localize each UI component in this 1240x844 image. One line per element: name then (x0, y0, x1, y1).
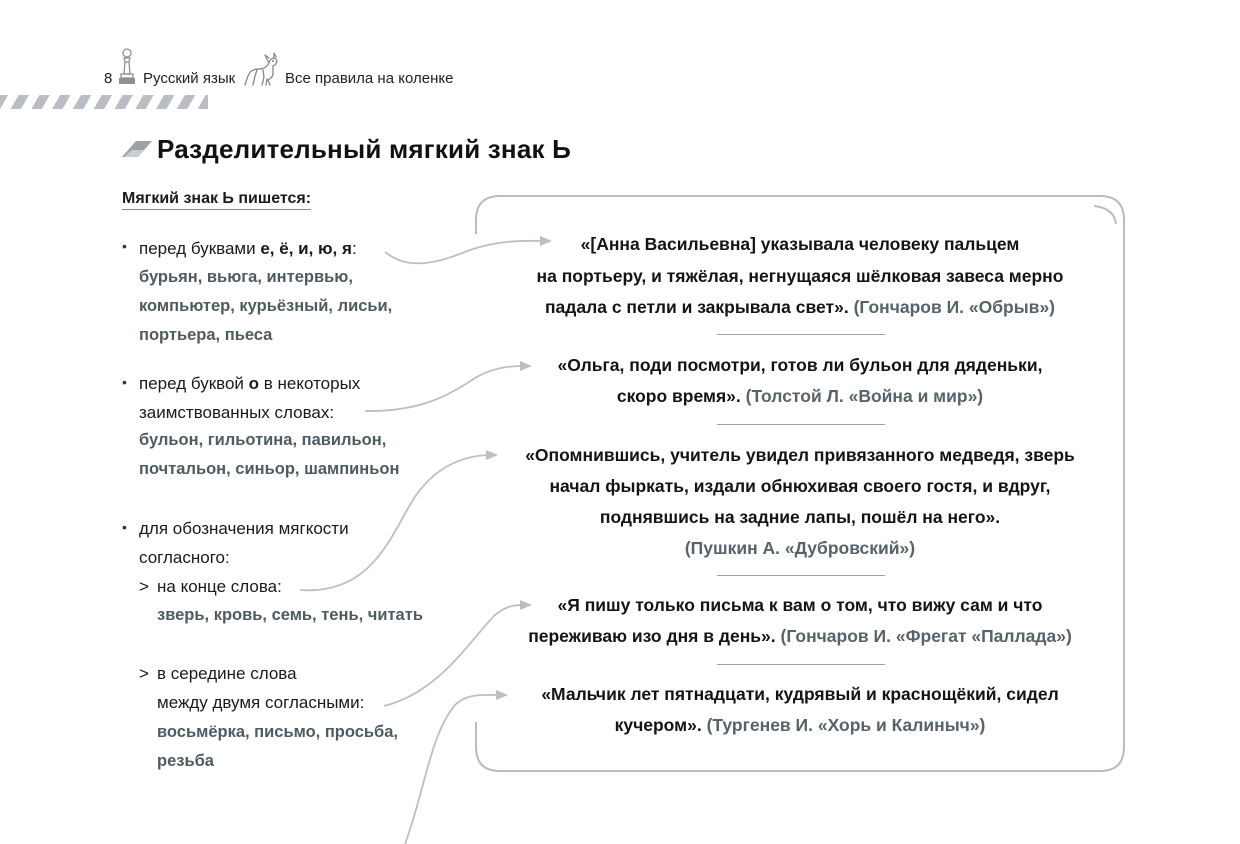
sub-rule-1-label: на конце слова: (157, 577, 282, 596)
sub-rule-2-label: в середине слова (157, 664, 297, 683)
rule-1-suffix: : (351, 239, 357, 258)
quote-1-line: на портьеру, и тяжёлая, негнущаяся шёлковая завеса мерно (536, 266, 1064, 286)
quote-3-line: «Опомнившись, учитель увидел привязанного медведя, зверь (525, 445, 1075, 465)
rule-2-example-line: бульон, гильотина, павильон, (139, 431, 387, 449)
quote-5-line-with-source (480, 710, 1120, 741)
subject-label: Русский язык (143, 70, 236, 87)
bullet-dot: • (122, 374, 127, 390)
quote-3-line: поднявшись на задние лапы, пошёл на него». (599, 507, 1001, 527)
quote-separator (717, 575, 885, 576)
rule-2-letter: о (248, 374, 260, 393)
quote-1-line-with-source (480, 292, 1120, 323)
rule-2-example-line: почтальон, синьор, шампиньон (139, 460, 400, 478)
rule-3-text: для обозначения мягкости (139, 519, 349, 538)
page-number: 8 (104, 70, 113, 87)
rules-heading: Мягкий знак Ь пишется: (122, 190, 311, 210)
sub-rule-2-label-line2: между двумя согласными: (157, 693, 365, 712)
bullet-dot: • (122, 238, 127, 254)
rule-1-example-line: портьера, пьеса (139, 326, 273, 344)
quote-4-line-with-source (480, 621, 1120, 652)
rule-1-example-line: бурьян, вьюга, интервью, (139, 268, 353, 286)
quote-2-source: (Толстой Л. «Война и мир») (745, 386, 984, 406)
rule-2-text-line2: заимствованных словах: (139, 403, 335, 422)
rule-1-letters: е, ё, и, ю, я (260, 239, 352, 258)
quote-4-line: «Я пишу только письма к вам о том, что вижу сам и что (557, 595, 1043, 615)
quote-3-source: (Пушкин А. «Дубровский») (684, 538, 916, 558)
bullet-dot: • (122, 519, 127, 535)
quote-separator (717, 334, 885, 335)
quote-2-line: «Ольга, поди посмотри, готов ли бульон для дяденьки, (557, 355, 1043, 375)
quote-5-line: «Мальчик лет пятнадцати, кудрявый и краснощёкий, сидел (541, 684, 1059, 704)
quote-1-line: «[Анна Васильевна] указывала человеку пальцем (580, 234, 1020, 254)
quote-4-source: (Гончаров И. «Фрегат «Паллада») (780, 626, 1072, 646)
quote-separator (717, 664, 885, 665)
quote-1-source: (Гончаров И. «Обрыв») (853, 297, 1056, 317)
quote-2-line-with-source (480, 381, 1120, 412)
sub-rule-2-example-line: восьмёрка, письмо, просьба, (157, 723, 399, 741)
sub-rule-1-examples: зверь, кровь, семь, тень, читать (157, 606, 423, 624)
sub-rule-marker: > (139, 664, 149, 683)
rule-1-example-line: компьютер, курьёзный, лисьи, (139, 297, 393, 315)
arrow-connector (300, 455, 488, 590)
quote-4-text: переживаю изо дня в день». (528, 626, 776, 646)
quote-3-line: начал фыркать, издали обнюхивая своего гостя, и вдруг, (549, 476, 1051, 496)
series-title: Все правила на коленке (285, 70, 454, 87)
sub-rule-2-example-line: резьба (157, 752, 214, 770)
quote-separator (717, 424, 885, 425)
rule-1-prefix: перед буквами (139, 239, 261, 258)
quote-1-text: падала с петли и закрывала свет». (544, 297, 849, 317)
rule-2-suffix: в некоторых (259, 374, 361, 393)
sub-rule-marker: > (139, 577, 149, 596)
rule-3-text-line2: согласного: (139, 548, 230, 567)
page-title: Разделительный мягкий знак Ь (157, 134, 572, 164)
rule-2-prefix: перед буквой (139, 374, 249, 393)
quote-5-text: кучером». (614, 715, 702, 735)
quote-5-source: (Тургенев И. «Хорь и Калиныч») (706, 715, 986, 735)
quote-2-text: скоро время». (616, 386, 741, 406)
